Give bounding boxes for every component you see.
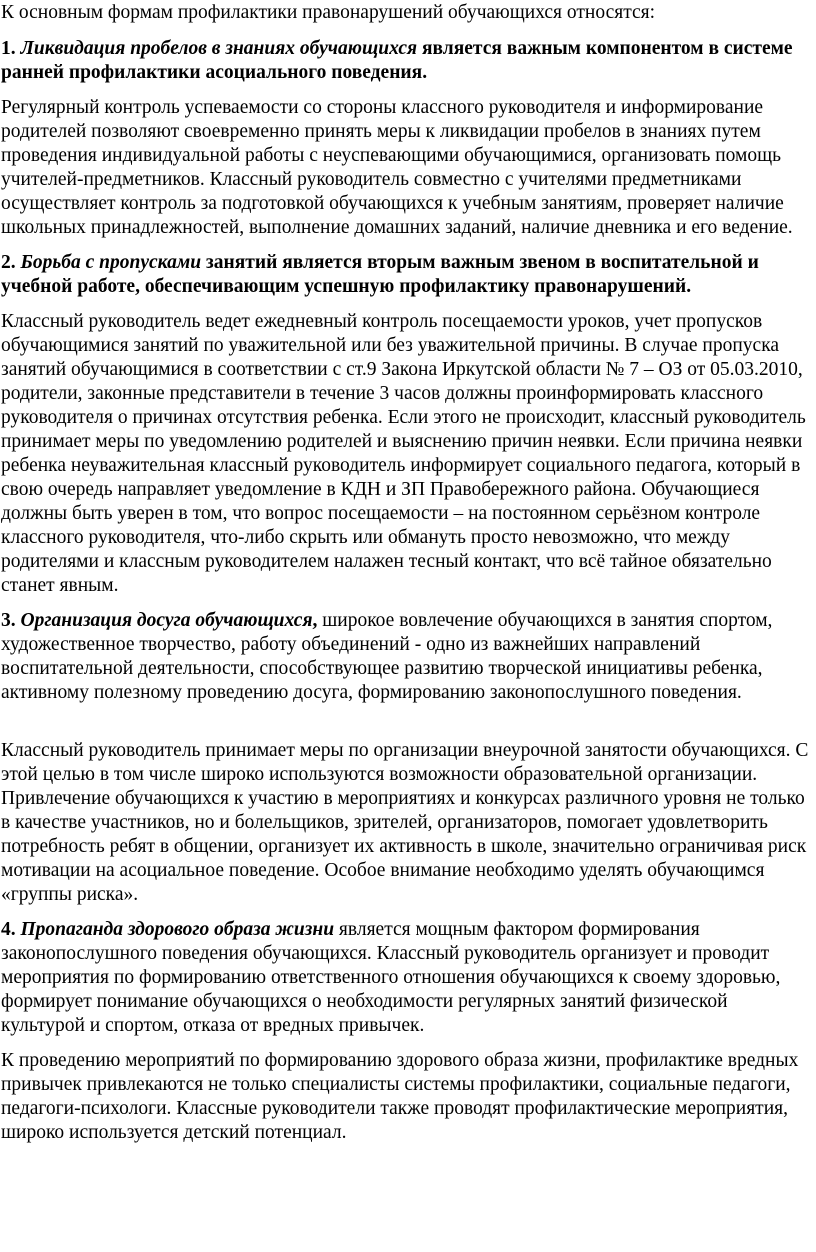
section-4-title: Пропаганда здорового образа жизни <box>20 919 335 940</box>
section-2-heading-rest: занятий является вторым важным звеном в воспитательной и учебной работе, обеспечивающим успешную профилактику правонарушений. <box>1 252 759 297</box>
section-1-body: Регулярный контроль успеваемости со стороны классного руководителя и информирование родителей позволяют своевременно принять меры к ликвидации пробелов в знаниях путем проведения индивидуальной работы с неуспевающими обучающимися, организовать помощь учителей-предметников. Классный руководитель совместно с учителями предметниками осуществляет контроль за подготовкой обучающихся к учебным занятиям, проверяет наличие школьных принадлежностей, выполнение домашних заданий, наличие дневника и его ведение. <box>1 97 793 238</box>
section-2-title: Борьба с пропусками <box>20 252 202 273</box>
section-1-number: 1. <box>1 38 16 59</box>
intro-paragraph: К основным формам профилактики правонарушений обучающихся относятся: <box>1 2 655 23</box>
section-4-heading <box>1 918 816 1038</box>
section-3-comma: , <box>312 610 318 631</box>
section-1-heading-rest: является важным компонентом в системе ранней профилактики асоциального поведения. <box>1 38 793 83</box>
section-3-number: 3. <box>1 610 16 631</box>
section-1-heading <box>1 37 816 85</box>
section-4-heading-rest: является мощным фактором формирования законопослушного поведения обучающихся. Классный руководитель организует и проводит мероприятия по формированию ответственного отношения обучающихся к своему здоровью, формирует понимание обучающихся о необходимости регулярных занятий физической культурой и спортом, отказа от вредных привычек. <box>1 919 781 1036</box>
section-3-heading <box>1 609 816 705</box>
section-4-number: 4. <box>1 919 16 940</box>
section-3-body: Классный руководитель принимает меры по организации внеурочной занятости обучающихся. С этой целью в том числе широко используются возможности образовательной организации. Привлечение обучающихся к участию в мероприятиях и конкурсах различного уровня не только в качестве участников, но и болельщиков, зрителей, организаторов, помогает удовлетворить потребность ребят в общении, организует их активность в школе, значительно ограничивая риск мотивации на асоциальное поведение. Особое внимание необходимо уделять обучающимся «группы риска». <box>1 740 809 905</box>
section-3-title: Организация досуга обучающихся <box>20 610 313 631</box>
section-2-body: Классный руководитель ведет ежедневный контроль посещаемости уроков, учет пропусков обучающимися занятий по уважительной или без уважительной причины. В случае пропуска занятий обучающимися в соответствии с ст.9 Закона Иркутской области № 7 – ОЗ от 05.03.2010, родители, законные представители в течение 3 часов должны проинформировать классного руководителя о причинах отсутствия ребенка. Если этого не происходит, классный руководитель принимает меры по уведомлению родителей и выяснению причин неявки. Если причина неявки ребенка неуважительная классный руководитель информирует социального педагога, который в свою очередь направляет уведомление в КДН и ЗП Правобережного района. Обучающиеся должны быть уверен в том, что вопрос посещаемости – на постоянном серьёзном контроле классного руководителя, что-либо скрыть или обмануть просто невозможно, что между родителями и классным руководителем налажен тесный контакт, что всё тайное обязательно станет явным. <box>1 311 806 596</box>
section-4-body: К проведению мероприятий по формированию здорового образа жизни, профилактике вредных привычек привлекаются не только специалисты системы профилактики, социальные педагоги, педагоги-психологи. Классные руководители также проводят профилактические мероприятия, широко используется детский потенциал. <box>1 1050 799 1143</box>
section-3-heading-rest: широкое вовлечение обучающихся в занятия спортом, художественное творчество, работу объединений - одно из важнейших направлений воспитательной деятельности, способствующее развитию творческой инициативы ребенка, активному полезному проведению досуга, формированию законопослушного поведения. <box>1 610 773 703</box>
section-1-title: Ликвидация пробелов в знаниях обучающихся <box>20 38 418 59</box>
section-2-number: 2. <box>1 252 16 273</box>
section-2-heading <box>1 251 816 299</box>
